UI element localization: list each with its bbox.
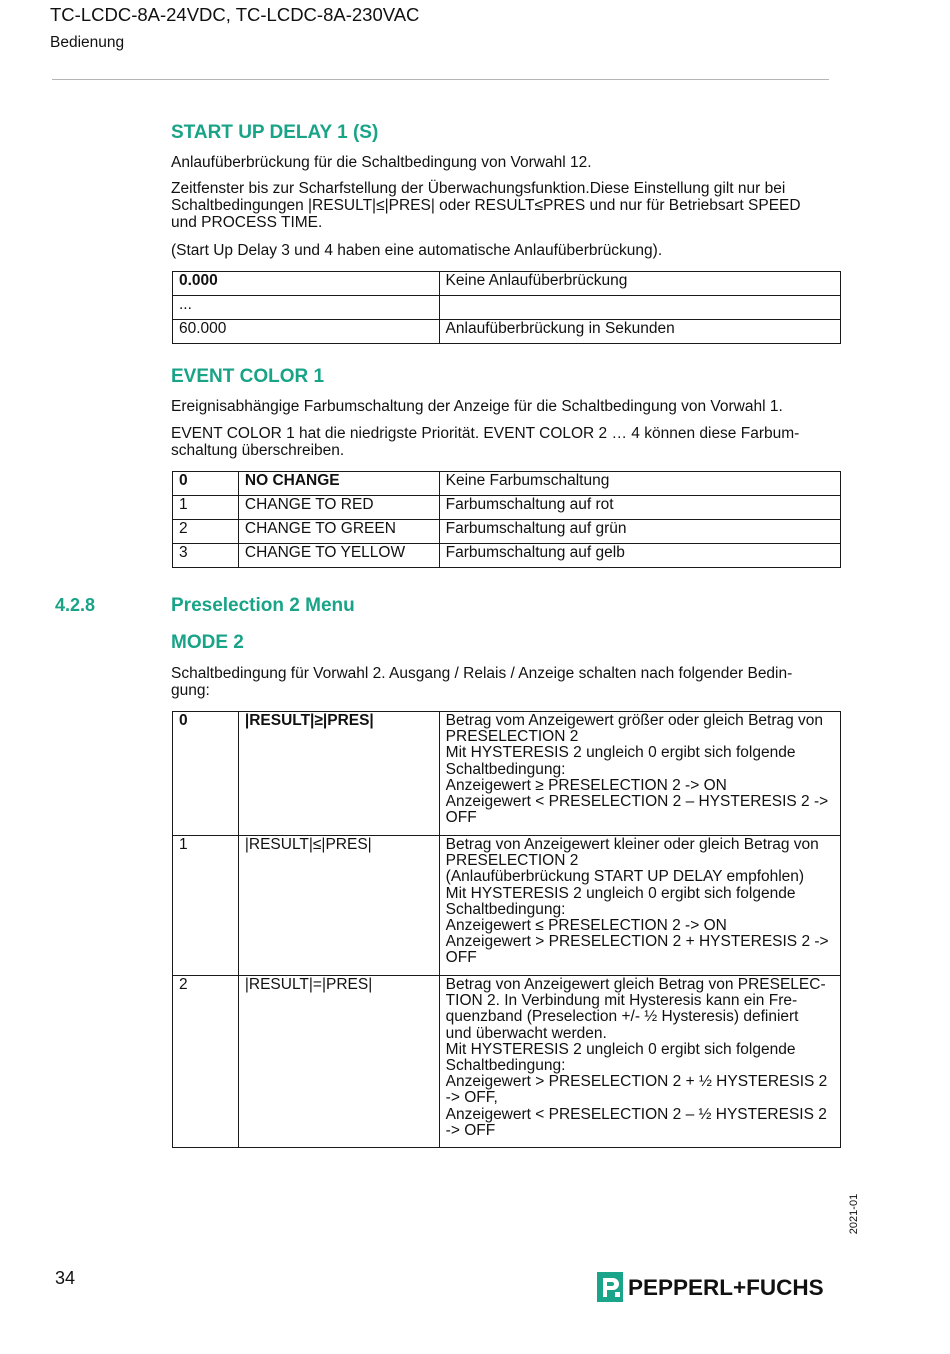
table-cell-description: [439, 296, 840, 320]
table-cell-code: 0: [173, 472, 239, 496]
paragraph-line: schaltung überschreiben.: [171, 442, 345, 459]
description-line: Anzeigewert > PRESELECTION 2 + HYSTERESIS 2 ->: [445, 933, 829, 951]
description-line: Anzeigewert ≥ PRESELECTION 2 -> ON: [445, 776, 727, 794]
table-row: [173, 520, 841, 544]
table-cell-description: Anlaufüberbrückung in Sekunden: [439, 320, 840, 344]
start-up-delay-intro: Anlaufüberbrückung für die Schaltbedingung von Vorwahl 12.: [171, 154, 592, 171]
table-cell-name: CHANGE TO RED: [238, 496, 439, 520]
description-line: Mit HYSTERESIS 2 ungleich 0 ergibt sich folgende: [445, 1040, 796, 1058]
description-line: PRESELECTION 2: [445, 852, 579, 870]
table-cell-description: [439, 712, 840, 836]
document-title: TC-LCDC-8A-24VDC, TC-LCDC-8A-230VAC: [50, 4, 420, 25]
description-line: -> OFF,: [445, 1089, 498, 1107]
table-cell-name: |RESULT|≥|PRES|: [238, 712, 439, 836]
mode-2-table: [172, 711, 841, 1148]
edition-date: 2021-01: [848, 1193, 861, 1235]
start-up-delay-heading: START UP DELAY 1 (S): [171, 122, 379, 143]
table-cell-description: [439, 976, 840, 1148]
table-cell-value: 0.000: [173, 272, 440, 296]
table-row: [173, 976, 841, 1148]
table-row: [173, 712, 841, 836]
table-cell-code: 2: [173, 976, 239, 1148]
mode-2-intro: [171, 665, 841, 699]
table-cell-description: Farbumschaltung auf grün: [439, 520, 840, 544]
start-up-delay-description: [171, 180, 841, 231]
event-color-description: [171, 425, 841, 459]
table-cell-description: Farbumschaltung auf rot: [439, 496, 840, 520]
table-cell-code: 1: [173, 836, 239, 976]
paragraph-line: gung:: [171, 682, 210, 699]
table-cell-name: NO CHANGE: [238, 472, 439, 496]
page-number: 34: [55, 1268, 76, 1288]
table-cell-code: 3: [173, 544, 239, 568]
description-line: PRESELECTION 2: [445, 728, 579, 746]
table-cell-description: Keine Anlaufüberbrückung: [439, 272, 840, 296]
table-row: [173, 836, 841, 976]
event-color-intro: Ereignisabhängige Farbumschaltung der Anzeige für die Schaltbedingung von Vorwahl 1.: [171, 398, 783, 415]
description-line: Schaltbedingung:: [445, 760, 566, 778]
description-line: Betrag von Anzeigewert kleiner oder gleich Betrag von: [445, 836, 819, 853]
description-line: quenzband (Preselection +/- ½ Hysteresis) definiert: [445, 1008, 799, 1026]
description-line: Mit HYSTERESIS 2 ungleich 0 ergibt sich folgende: [445, 744, 796, 762]
table-cell-value: 60.000: [173, 320, 440, 344]
description-line: OFF: [445, 809, 477, 827]
start-up-delay-table: [172, 271, 841, 344]
section-number: 4.2.8: [55, 595, 96, 615]
description-line: Anzeigewert > PRESELECTION 2 + ½ HYSTERESIS 2: [445, 1073, 828, 1091]
table-row: [173, 544, 841, 568]
table-cell-name: |RESULT|≤|PRES|: [238, 836, 439, 976]
description-line: Betrag vom Anzeigewert größer oder gleich Betrag von: [445, 712, 824, 729]
table-cell-description: Farbumschaltung auf gelb: [439, 544, 840, 568]
paragraph-line: EVENT COLOR 1 hat die niedrigste Priorität. EVENT COLOR 2 … 4 können diese Farbum-: [171, 425, 800, 442]
event-color-table: [172, 471, 841, 568]
table-row: [173, 496, 841, 520]
description-line: (Anlaufüberbrückung START UP DELAY empfohlen): [445, 868, 805, 886]
table-cell-code: 0: [173, 712, 239, 836]
description-line: Anzeigewert < PRESELECTION 2 – HYSTERESIS 2 ->: [445, 793, 829, 811]
table-row: [173, 320, 841, 344]
paragraph-line: Schaltbedingung für Vorwahl 2. Ausgang / Relais / Anzeige schalten nach folgender Bedin-: [171, 665, 793, 682]
table-cell-code: 1: [173, 496, 239, 520]
description-line: Betrag von Anzeigewert gleich Betrag von PRESELEC-: [445, 976, 826, 993]
paragraph-line: Schaltbedingungen |RESULT|≤|PRES| oder RESULT≤PRES und nur für Betriebsart SPEED: [171, 197, 801, 214]
table-cell-description: [439, 836, 840, 976]
table-cell-name: |RESULT|=|PRES|: [238, 976, 439, 1148]
description-line: und überwacht werden.: [445, 1024, 607, 1042]
header-divider: [52, 79, 829, 80]
description-line: Anzeigewert ≤ PRESELECTION 2 -> ON: [445, 917, 727, 935]
pepperl-fuchs-logo-icon: [597, 1272, 623, 1302]
event-color-heading: EVENT COLOR 1: [171, 366, 325, 387]
table-row: [173, 272, 841, 296]
section-heading: Preselection 2 Menu: [171, 595, 355, 616]
table-cell-name: CHANGE TO GREEN: [238, 520, 439, 544]
table-cell-code: 2: [173, 520, 239, 544]
description-line: OFF: [445, 949, 477, 967]
description-line: Schaltbedingung:: [445, 1057, 566, 1075]
description-line: Schaltbedingung:: [445, 900, 566, 918]
paragraph-line: Zeitfenster bis zur Scharfstellung der Überwachungsfunktion.Diese Einstellung gilt nur bei: [171, 180, 786, 197]
table-row: [173, 296, 841, 320]
table-cell-description: Keine Farbumschaltung: [439, 472, 840, 496]
logo-wordmark: PEPPERL+FUCHS: [628, 1275, 824, 1300]
paragraph-line: und PROCESS TIME.: [171, 214, 323, 231]
table-cell-name: CHANGE TO YELLOW: [238, 544, 439, 568]
mode-2-heading: MODE 2: [171, 632, 244, 653]
section-label: Bedienung: [50, 34, 125, 51]
description-line: -> OFF: [445, 1121, 496, 1139]
description-line: TION 2. In Verbindung mit Hysteresis kann ein Fre-: [445, 992, 798, 1010]
table-cell-value: ...: [173, 296, 440, 320]
description-line: Anzeigewert < PRESELECTION 2 – ½ HYSTERESIS 2: [445, 1105, 827, 1123]
table-row: [173, 472, 841, 496]
start-up-delay-note: (Start Up Delay 3 und 4 haben eine automatische Anlaufüberbrückung).: [171, 242, 663, 259]
description-line: Mit HYSTERESIS 2 ungleich 0 ergibt sich folgende: [445, 884, 796, 902]
